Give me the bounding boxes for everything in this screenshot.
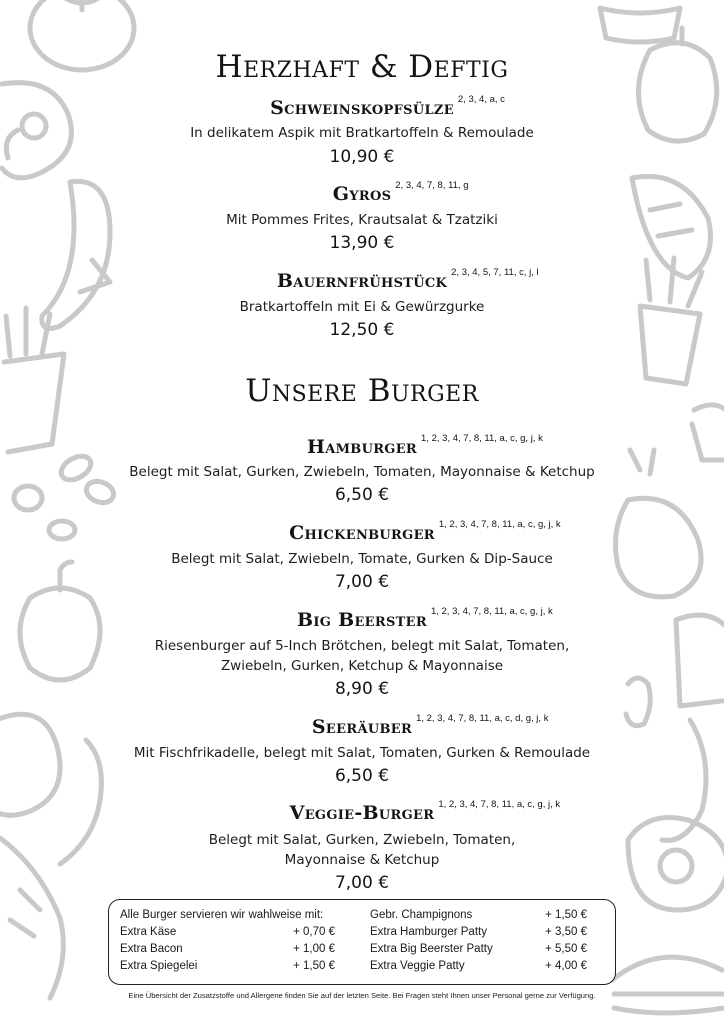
extra-label: Extra Käse xyxy=(120,926,177,938)
dish-description: Bratkartoffeln mit Ei & Gewürzgurke xyxy=(239,299,485,315)
extra-price: + 5,50 € xyxy=(545,943,587,955)
dish-name-veggie-burger: Veggie-Burger 1, 2, 3, 4, 7, 8, 11, a, c, g, j, k xyxy=(0,802,724,824)
extras-heading: Alle Burger servieren wir wahlweise mit: xyxy=(120,909,324,921)
allergen-codes: 1, 2, 3, 4, 7, 8, 11, a, c, g, j, k xyxy=(438,519,561,530)
allergen-codes: 1, 2, 3, 4, 7, 8, 11, a, c, g, j, k xyxy=(438,799,561,810)
dish-name-bauernfruehstueck: Bauernfrühstück 2, 3, 4, 5, 7, 11, c, j, l xyxy=(0,270,724,292)
section-title-burger: Unsere Burger xyxy=(245,373,479,409)
section-title-herzhaft: Herzhaft & Deftig xyxy=(215,49,509,85)
dish-name-chickenburger: Chickenburger 1, 2, 3, 4, 7, 8, 11, a, c, g, j, k xyxy=(0,522,724,544)
dish-description: Belegt mit Salat, Zwiebeln, Tomate, Gurken & Dip-Sauce xyxy=(171,551,553,567)
dish-price: 8,90 € xyxy=(334,679,390,699)
extra-label: Extra Veggie Patty xyxy=(370,960,465,972)
allergen-codes: 2, 3, 4, 7, 8, 11, g xyxy=(395,180,469,191)
extra-label: Extra Hamburger Patty xyxy=(370,926,487,938)
allergen-codes: 1, 2, 3, 4, 7, 8, 11, a, c, g, j, k xyxy=(430,606,553,617)
extra-label: Extra Bacon xyxy=(120,943,183,955)
dish-name-schweinskopfsuelze: Schweinskopfsülze 2, 3, 4, a, c xyxy=(0,97,724,119)
extra-price: + 3,50 € xyxy=(545,926,587,938)
dish-name-hamburger: Hamburger 1, 2, 3, 4, 7, 8, 11, a, c, g, j, k xyxy=(0,436,724,458)
extras-box xyxy=(108,899,616,985)
extra-price: + 1,00 € xyxy=(293,943,335,955)
extra-price: + 1,50 € xyxy=(293,960,335,972)
dish-price: 12,50 € xyxy=(329,320,395,340)
dish-description: Belegt mit Salat, Gurken, Zwiebeln, Tomaten, xyxy=(208,832,516,848)
dish-price: 7,00 € xyxy=(334,873,390,893)
extra-price: + 4,00 € xyxy=(545,960,587,972)
dish-description: Mit Fischfrikadelle, belegt mit Salat, Tomaten, Gurken & Remoulade xyxy=(133,745,591,761)
dish-price: 13,90 € xyxy=(329,233,395,253)
allergen-footnote: Eine Übersicht der Zusatzstoffe und Allergene finden Sie auf der letzten Seite. Bei Fragen steht Ihnen unser Personal gerne zur Verfügung. xyxy=(128,991,596,1000)
dish-price: 7,00 € xyxy=(334,572,390,592)
dish-name-gyros: Gyros 2, 3, 4, 7, 8, 11, g xyxy=(0,183,724,205)
dish-description: In delikatem Aspik mit Bratkartoffeln & Remoulade xyxy=(190,125,534,141)
dish-price: 6,50 € xyxy=(334,766,390,786)
dish-description: Riesenburger auf 5-Inch Brötchen, belegt mit Salat, Tomaten, xyxy=(154,638,570,654)
dish-name-seeraeuber: Seeräuber 1, 2, 3, 4, 7, 8, 11, a, c, d, g, j, k xyxy=(0,716,724,738)
allergen-codes: 2, 3, 4, 5, 7, 11, c, j, l xyxy=(451,267,539,278)
dish-description: Belegt mit Salat, Gurken, Zwiebeln, Tomaten, Mayonnaise & Ketchup xyxy=(129,464,595,480)
dish-price: 10,90 € xyxy=(329,147,395,167)
extra-label: Extra Big Beerster Patty xyxy=(370,943,493,955)
dish-description: Mit Pommes Frites, Krautsalat & Tzatziki xyxy=(226,212,498,228)
dish-name-big-beerster: Big Beerster 1, 2, 3, 4, 7, 8, 11, a, c, g, j, k xyxy=(0,609,724,631)
extra-price: + 1,50 € xyxy=(545,909,587,921)
extra-label: Gebr. Champignons xyxy=(370,909,473,921)
allergen-codes: 2, 3, 4, a, c xyxy=(457,94,505,105)
allergen-codes: 1, 2, 3, 4, 7, 8, 11, a, c, d, g, j, k xyxy=(416,713,549,724)
dish-price: 6,50 € xyxy=(334,485,390,505)
dish-description: Zwiebeln, Gurken, Ketchup & Mayonnaise xyxy=(220,658,504,674)
allergen-codes: 1, 2, 3, 4, 7, 8, 11, a, c, g, j, k xyxy=(421,433,543,444)
dish-description: Mayonnaise & Ketchup xyxy=(284,852,440,868)
extra-price: + 0,70 € xyxy=(293,926,335,938)
extra-label: Extra Spiegelei xyxy=(120,960,198,972)
